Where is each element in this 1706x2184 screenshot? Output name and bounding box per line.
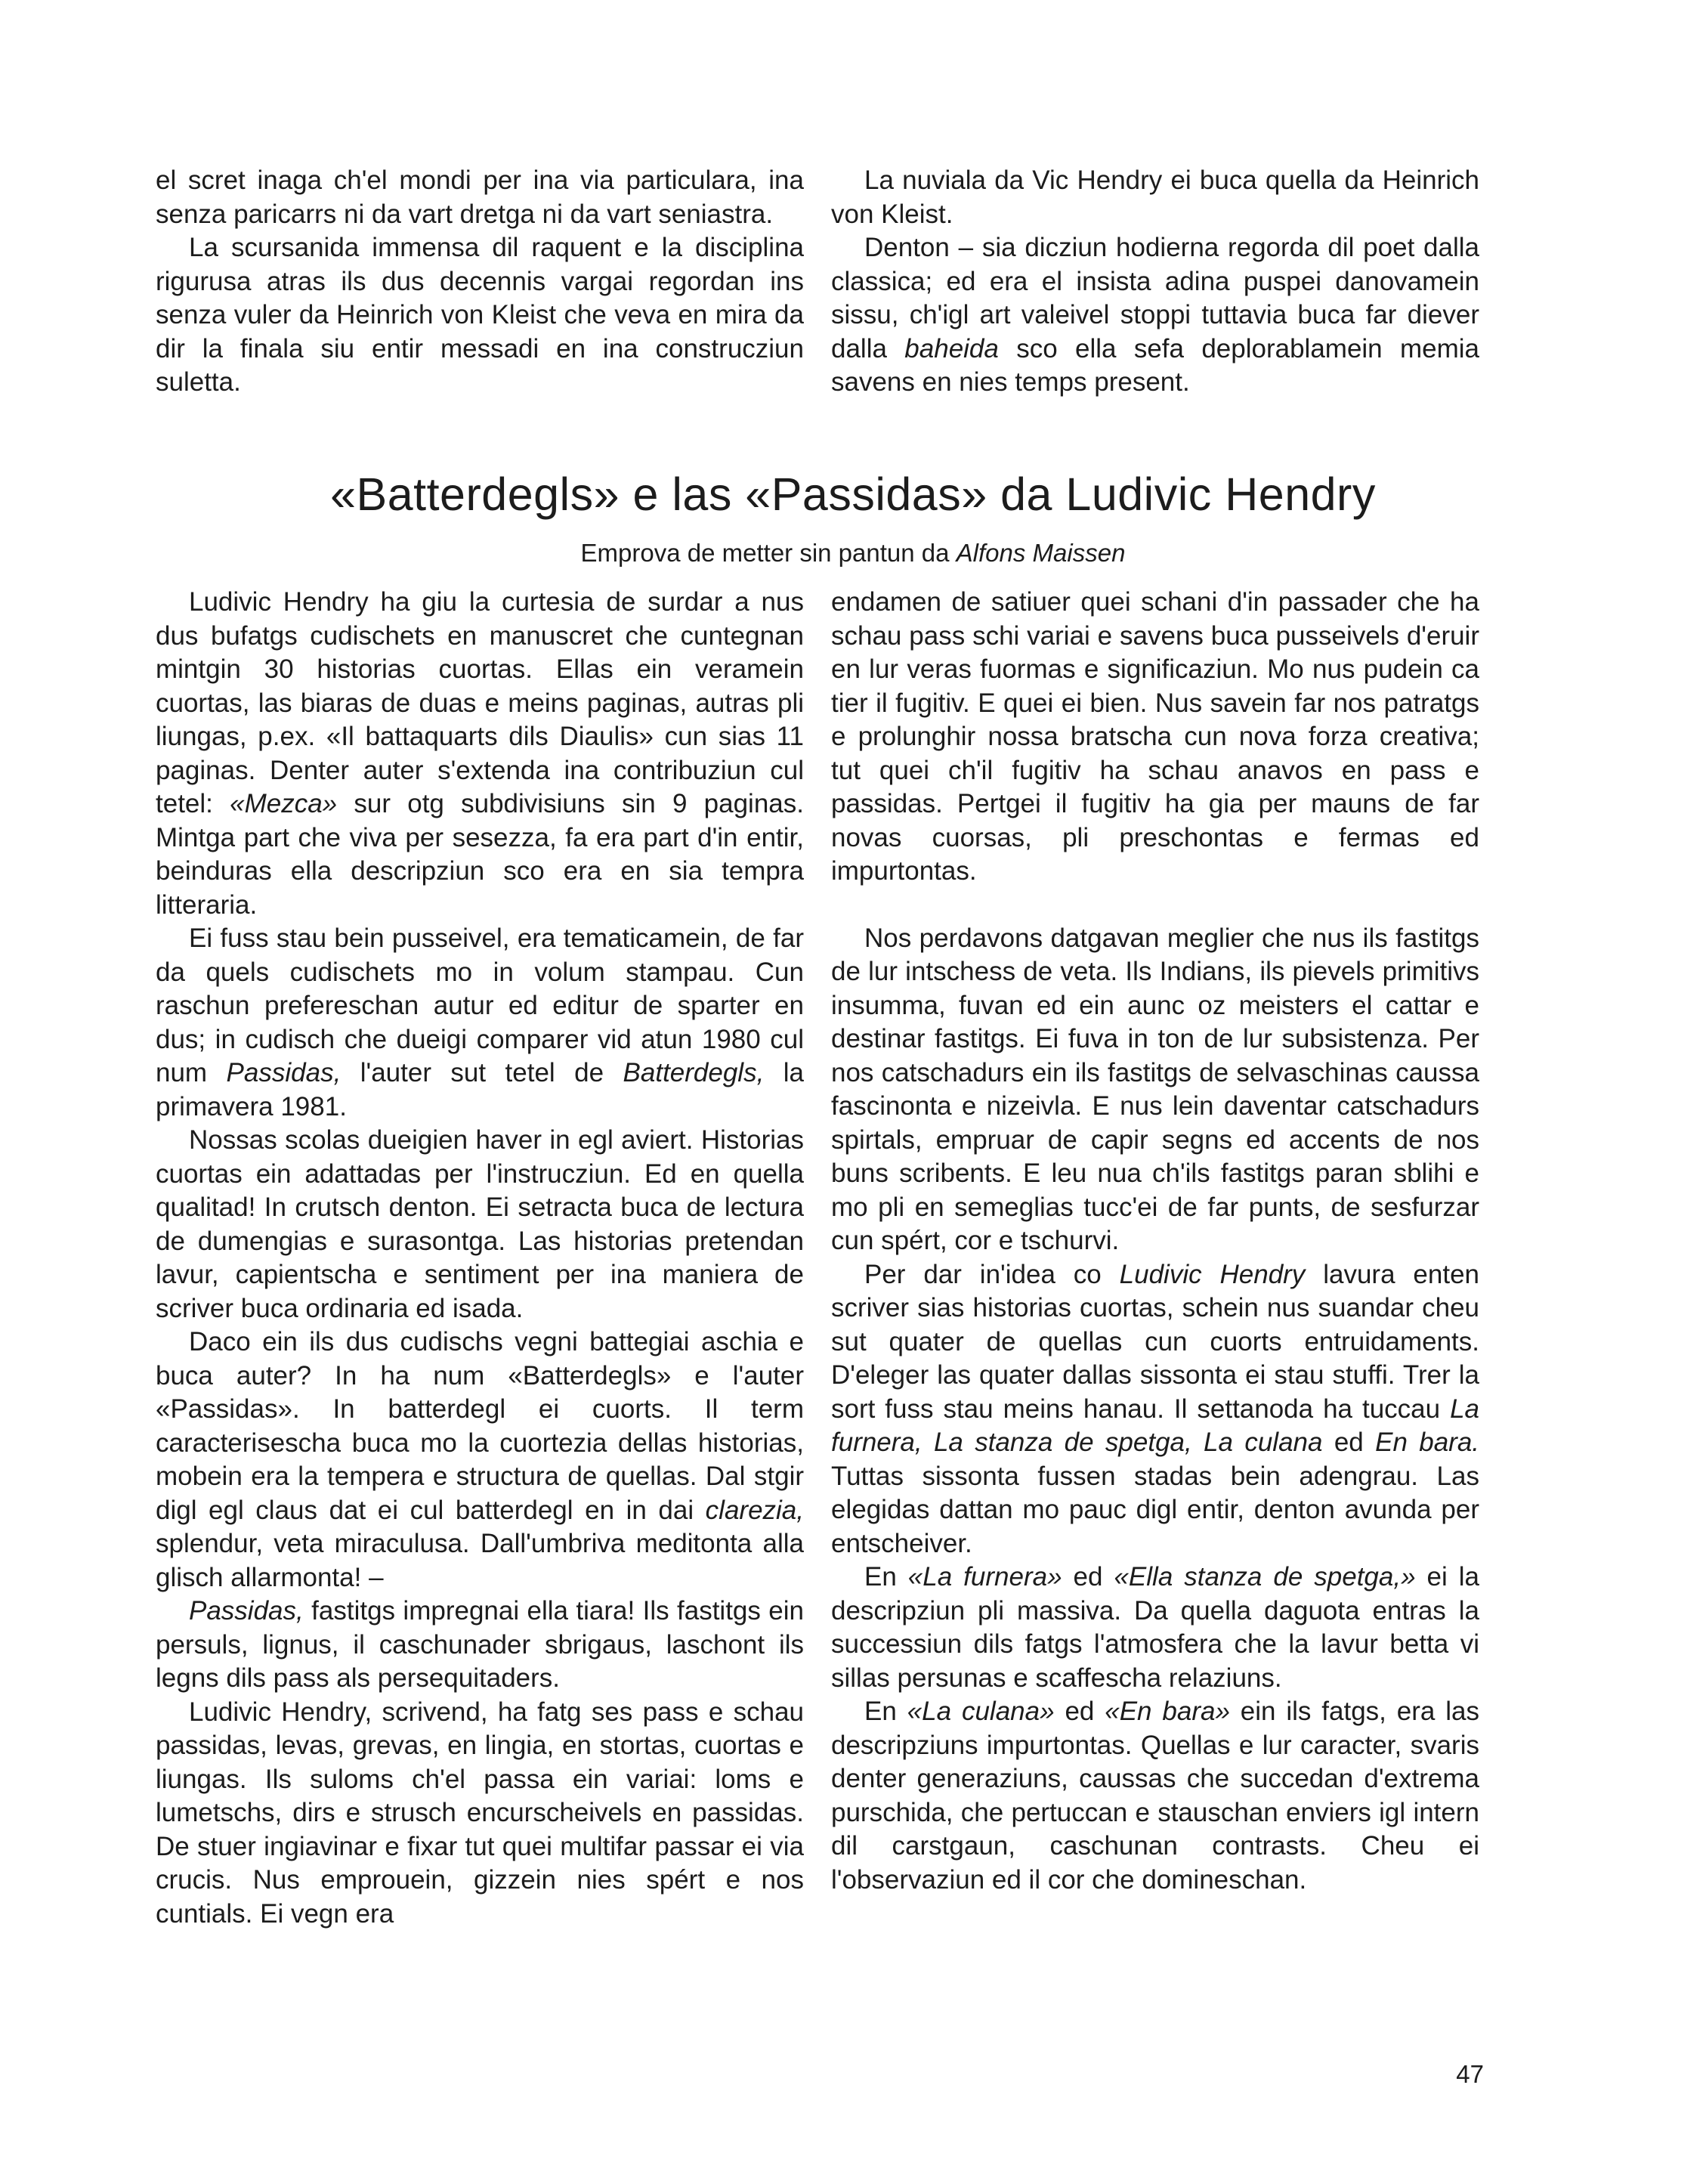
text-run: ei la descripziun pli massiva. Da quella daguota entras la successiun dils fatgs l'atmosfera che la lavur betta vi sillas persunas e scaffescha relaziuns. xyxy=(831,1562,1479,1693)
page-number: 47 xyxy=(1456,2060,1484,2088)
text-run: ed xyxy=(1334,1428,1364,1457)
article-title: «Batterdegls» e las «Passidas» da Ludivic Hendry xyxy=(330,469,1376,520)
paragraph: el scret inaga ch'el mondi per ina via particulara, ina senza paricarrs ni da vart dretga ni da vart seniastra. xyxy=(156,166,804,229)
text-run: splendur, veta miraculusa. Dall'umbriva meditonta alla glisch allarmonta! – xyxy=(156,1529,804,1592)
paragraph xyxy=(831,231,1479,400)
text-run: En xyxy=(864,1562,897,1592)
body-left-column xyxy=(156,586,804,1931)
italic-text: Passidas, xyxy=(226,1058,342,1087)
byline-prefix: Emprova de metter sin pantun da xyxy=(580,539,950,567)
paragraph xyxy=(156,1326,804,1595)
paragraph: La scursanida immensa dil raquent e la disciplina rigurusa atras ils dus decennis vargai regordan ins senza vuler da Heinrich von Kleist che veva en mira da dir la finala siu entir messadi en ina construcziun suletta. xyxy=(156,233,804,397)
italic-text: «Mezca» xyxy=(230,789,338,818)
body-right-column xyxy=(831,586,1479,1897)
italic-text: En bara. xyxy=(1375,1428,1480,1457)
paragraph xyxy=(156,1595,804,1696)
text-run: ed xyxy=(1065,1697,1095,1726)
text-run: sur otg subdivisiuns sin 9 paginas. Mintga part che viva per sesezza, fa era part d'in entir, beinduras ella descripziun sco era en sia tempra litteraria. xyxy=(156,789,804,920)
italic-text: Passidas, xyxy=(189,1596,304,1626)
italic-text: La furnera, La stanza de spetga, La culana xyxy=(831,1394,1479,1457)
italic-text: Ludivic Hendry xyxy=(1119,1259,1306,1289)
paragraph xyxy=(831,1258,1479,1561)
paragraph: La nuviala da Vic Hendry ei buca quella da Heinrich von Kleist. xyxy=(831,166,1479,229)
text-run: Per dar in'idea co xyxy=(864,1259,1102,1289)
italic-text: «La culana» xyxy=(907,1697,1055,1726)
paragraph xyxy=(831,1695,1479,1897)
text-run: lavura enten scriver sias historias cuortas, schein nus suandar cheu sut quater de quellas cun cuorts entruidaments. D'eleger las quater dallas sissonta ei stau stuffi. Trer la sort fuss stau meins hanau. Il settanoda ha tuccau xyxy=(831,1259,1479,1424)
top-right-column xyxy=(831,164,1479,400)
text-run: fastitgs impregnai ella tiara! Ils fastitgs ein persuls, lignus, il caschunader sbrigaus, laschont ils legns dils pass als persequitaders. xyxy=(156,1596,804,1693)
text-run: En xyxy=(864,1697,897,1726)
paragraph: Ludivic Hendry, scrivend, ha fatg ses pass e schau passidas, levas, grevas, en lingia, en stortas, cuortas e liungas. Ils suloms ch'el passa ein variai: loms e lumetschs, dirs e strusch encurscheivels en passidas. De stuer ingiavinar e fixar tut quei multifar passar ei via crucis. Nus emprouein, gizzein nies spért e nos cuntials. Ei vegn era xyxy=(156,1697,804,1929)
paragraph: Nossas scolas dueigien haver in egl aviert. Historias cuortas ein adattadas per l'instrucziun. Ed en quella qualitad! In crutsch denton. Ei setracta buca de lectura de dumengias e surasontga. Las historias pretendan lavur, capientscha e sentiment per ina maniera de scriver buca ordinaria ed isada. xyxy=(156,1125,804,1323)
article-byline xyxy=(0,537,1706,570)
text-run: Denton – sia dicziun hodierna regorda dil poet dalla classica; ed era el insista adina puspei danovamein sissu, ch'igl art valeivel stoppi tuttavia buca far diever dalla xyxy=(831,233,1479,363)
text-run: Ei fuss stau bein pusseivel, era tematicamein, de far da quels cudischets mo in volum stampau. Cun raschun prefereschan autur ed editur de sparter en dus; in cudisch che dueigi comparer vid atun 1980 cul num xyxy=(156,923,804,1087)
paragraph: endamen de satiuer quei schani d'in passader che ha schau pass schi variai e savens buca pusseivels d'eruir en lur veras fuormas e significaziun. Mo nus pudein ca tier il fugitiv. E quei ei bien. Nus savein far nos patratgs e prolunghir nossa bratscha cun nova forza creativa; tut quei ch'il fugitiv ha schau anavos en pass e passidas. Pertgei il fugitiv ha gia per mauns de far novas cuorsas, pli preschontas e fermas ed impurtontas. xyxy=(831,587,1479,886)
italic-text: «En bara» xyxy=(1105,1697,1230,1726)
text-run: l'auter sut tetel de xyxy=(360,1058,604,1087)
italic-text: Batterdegls, xyxy=(623,1058,765,1087)
text-run: ein ils fatgs, era las descripziuns impurtontas. Quellas e lur caracter, svaris denter generaziuns, caussas che succedan d'extrema purschida, che pertuccan e stauschan enviers igl intern dil carstgaun, caschunan contrasts. Cheu ei l'observaziun ed il cor che domineschan. xyxy=(831,1697,1479,1895)
top-left-column xyxy=(156,164,804,400)
text-run: Daco ein ils dus cudischs vegni battegiai aschia e buca auter? In ha num «Batterdegls» e l'auter «Passidas». In batterdegl ei cuorts. Il term caracterisescha buca mo la cuortezia dellas historias, mobein era la tempera e structura de quellas. Dal stgir digl egl claus dat ei cul batterdegl en in dai xyxy=(156,1327,804,1525)
italic-text: clarezia, xyxy=(705,1495,804,1525)
text-run: sco ella sefa deplorablamein memia savens en nies temps present. xyxy=(831,333,1479,397)
paragraph xyxy=(156,922,804,1124)
text-run: Ludivic Hendry ha giu la curtesia de surdar a nus dus bufatgs cudischets en manuscret che cuntegnan mintgin 30 historias cuortas. Ellas ein veramein cuortas, las biaras de duas e meins paginas, autras pli liungas, p.ex. «Il battaquarts dils Diaulis» cun sias 11 paginas. Denter auter s'extenda ina contribuziun cul tetel: xyxy=(156,587,804,818)
paragraph xyxy=(831,1561,1479,1695)
paragraph: Nos perdavons datgavan meglier che nus ils fastitgs de lur intschess de veta. Ils Indians, ils pievels primitivs insumma, fuvan ed ein aunc oz meisters el cattar e destinar fastitgs. Ei fuva in ton de lur subsistenza. Per nos catschadurs ein ils fastitgs de selvaschinas caussa fascinonta e nizeivla. E nus lein daventar catschadurs spirtals, empruar de capir segns ed accents de nos buns scribents. E leu nua ch'ils fastitgs paran sblihi e mo pli en semeglias tucc'ei de far punts, de sesfurzar cun spért, cor e tschurvi. xyxy=(831,923,1479,1255)
text-run: la primavera 1981. xyxy=(156,1058,805,1121)
paragraph xyxy=(156,586,804,922)
byline-author: Alfons Maissen xyxy=(956,539,1126,567)
italic-text: baheida xyxy=(904,333,999,363)
italic-text: «La furnera» xyxy=(907,1562,1062,1592)
italic-text: «Ella stanza de spetga,» xyxy=(1114,1562,1416,1592)
text-run: ed xyxy=(1073,1562,1103,1592)
text-run: Tuttas sissonta fussen stadas bein adengrau. Las elegidas dattan mo pauc digl entir, denton avunda per entscheiver. xyxy=(831,1461,1479,1558)
